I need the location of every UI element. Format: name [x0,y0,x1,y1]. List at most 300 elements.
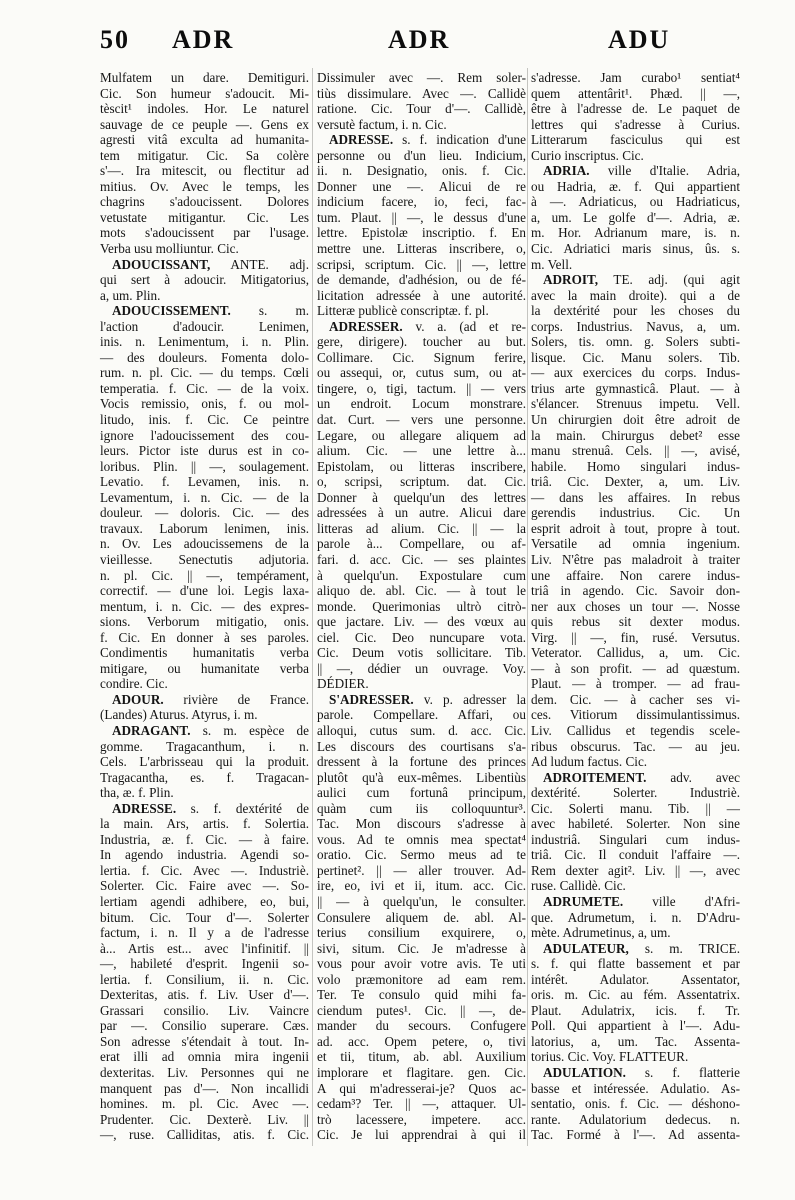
line-text: vous. Ad te omnis mea spectat⁴ [317,831,526,847]
line-text: Tragacantha, es. f. Tragacan- [100,769,309,785]
line-text: sentatio, onis. f. Cic. — déshono- [531,1096,740,1112]
text-line [317,288,526,304]
text-line [100,801,309,817]
text-line [531,847,740,863]
text-line [317,1065,526,1081]
text-line [317,1127,526,1143]
text-line [317,910,526,926]
text-line [531,459,740,475]
text-line [531,894,740,910]
text-line [100,552,309,568]
line-text: Ter. Te consulo quid mihi fa- [317,987,526,1003]
line-text: mentum, i. n. Cic. — des expres- [100,598,309,614]
line-text: (Landes) Aturus. Atyrus, i. m. [100,707,258,723]
text-line [531,396,740,412]
line-text: licitation adressée à une autorité. [317,287,526,303]
text-line [100,257,309,273]
text-line [317,303,526,319]
line-text: ADOUCISSANT, ANTE. adj. [112,256,309,272]
line-text: litteras ad alium. Cic. || — la [317,520,526,536]
line-text: tha, æ. f. Plin. [100,785,174,801]
text-line [531,194,740,210]
text-line [531,381,740,397]
text-line [100,661,309,677]
line-text: à —. Adriaticus, ou Hadriaticus, [531,194,740,210]
text-line [531,536,740,552]
line-text: Rem dexter agit². Liv. || —, avec [531,862,740,878]
page-number: 50 [100,25,130,54]
text-line [531,179,740,195]
column-divider [312,68,313,1146]
line-text: Condimentis humanitatis verba [100,645,309,661]
line-text: intérêt. Adulator. Assentator, [531,971,740,987]
text-line [317,739,526,755]
line-text: parole à... Compellare, ou af- [317,536,526,552]
line-text: Solerter. Cic. Faire avec —. So- [100,878,309,894]
text-line [317,428,526,444]
line-text: lertiam agendi adhibere, eo, bui, [100,893,309,909]
line-text: Litterarum fasciculus qui est [531,132,740,148]
line-text: —, habileté d'esprit. Ingenii so- [100,956,309,972]
column-left [100,70,309,1143]
line-text: oris. m. Cic. au fém. Assentatrix. [531,987,740,1003]
text-line [100,350,309,366]
line-text: m. Hor. Adrianum mare, is. n. [531,225,740,241]
line-text: Mulfatem un dare. Demitiguri. [100,70,309,85]
line-text: Epistolam, ou litteras inscribere, [317,458,526,474]
text-line [100,1065,309,1081]
text-line [100,785,309,801]
line-text: Ad ludum factus. Cic. [531,754,648,770]
line-text: litudo, inis. f. Cic. Ce peintre [100,412,309,428]
line-text: Solers, tis. omn. g. Solers subti- [531,334,740,350]
text-line [100,490,309,506]
line-text: ire, eo, ivi et ii, itum. acc. Cic. [317,878,526,894]
line-text: DÉDIER. [317,676,369,692]
line-text: pertinet². || — aller trouver. Ad- [317,862,526,878]
text-line [100,428,309,444]
text-line [100,723,309,739]
line-text: Poll. Qui appartient à l'—. Adu- [531,1018,740,1034]
text-line [317,847,526,863]
text-line [531,676,740,692]
text-line [531,350,740,366]
line-text: Levamentum, i. n. Cic. — de la [100,489,309,505]
line-text: lertia. f. Cic. Avec —. Industriè. [100,862,309,878]
text-line [317,272,526,288]
text-line [100,319,309,335]
line-text: Vocis remissio, onis, f. ou mol- [100,396,309,412]
text-line [317,1003,526,1019]
line-text: — à son profit. — ad quæstum. [531,660,740,676]
line-text: ADRAGANT. s. m. espèce de [112,722,309,738]
text-line [531,1018,740,1034]
text-line [531,723,740,739]
text-line [317,630,526,646]
text-line [317,101,526,117]
text-line [531,739,740,755]
line-text: — aux exercices du corps. Indus- [531,365,740,381]
text-line [317,225,526,241]
text-line [531,801,740,817]
line-text: sauvage de ce peuple —. Gens ex [100,116,309,132]
text-line [317,365,526,381]
text-line [100,1096,309,1112]
line-text: de demande, d'adhésion, ou de fé- [317,272,526,288]
text-line [317,723,526,739]
text-line [317,941,526,957]
text-line [100,676,309,692]
text-line [317,878,526,894]
line-text: S'ADRESSER. v. p. adresser la [329,691,526,707]
line-text: ignore l'adoucissement des cou- [100,427,309,443]
line-text: ADULATION. s. f. flatterie [543,1065,740,1080]
text-line [317,770,526,786]
line-text: n. pl. Cic. || —, tempérament, [100,567,309,583]
text-line [100,692,309,708]
text-line [100,956,309,972]
text-line [531,941,740,957]
line-text: Cels. L'arbrisseau qui la produit. [100,754,309,770]
line-text: f. Cic. En donner à ses paroles. [100,629,309,645]
line-text: tum. Plaut. || —, le dessus d'une [317,209,526,225]
text-line [531,257,740,273]
line-text: Donner une —. Alicui de re [317,178,526,194]
column-divider [527,68,528,1146]
line-text: la main. Chirurgus debet² esse [531,427,740,443]
text-line [100,614,309,630]
line-text: gere, dirigere). toucher au but. [317,334,526,350]
text-line [531,117,740,133]
text-line [531,334,740,350]
line-text: quàm cum iis colloquuntur³. [317,800,526,816]
line-text: vieillesse. Senectutis adjutoria. [100,551,309,567]
line-text: être à l'adresse de. Le paquet de [531,101,740,117]
line-text: ADOUR. rivière de France. [112,691,309,707]
line-text: Prudenter. Cic. Dexterè. Liv. || [100,1111,309,1127]
line-text: à... Artis est... avec l'infinitif. || [100,940,309,956]
line-text: Plaut. — à tromper. — ad frau- [531,676,740,692]
line-text: ad. acc. Opem petere, o, tivi [317,1033,526,1049]
text-line [317,521,526,537]
line-text: Tac. Mon discours s'adresse à [317,816,526,832]
text-line [531,521,740,537]
text-line [317,614,526,630]
line-text: dextérité. Solerter. Industriè. [531,785,740,801]
text-line [100,132,309,148]
text-line [317,459,526,475]
text-line [531,925,740,941]
text-line [531,1127,740,1143]
text-line [531,148,740,164]
line-text: corps. Industrius. Navus, a, um. [531,318,740,334]
text-line [317,754,526,770]
line-text: m. Vell. [531,256,573,272]
text-line [100,272,309,288]
line-text: lertia. f. Consilium, ii. n. Cic. [100,971,309,987]
text-line [531,552,740,568]
text-line [531,770,740,786]
line-text: ii. n. Designatio, onis. f. Cic. [317,163,526,179]
line-text: s'adresse. Jam curabo¹ sentiat⁴ [531,70,740,85]
line-text: parole. Compellare. Affari, ou [317,707,526,723]
text-line [317,257,526,273]
line-text: bitum. Cic. Tour d'—. Solerter [100,909,309,925]
line-text: monde. Querimonias ultrò citrò- [317,598,526,614]
text-line [531,832,740,848]
line-text: personne ou d'un lieu. Indicium, [317,147,526,163]
text-line [317,552,526,568]
text-line [531,319,740,335]
line-text: dressent à la fortune des princes [317,754,526,770]
text-line [100,770,309,786]
line-text: travaux. Laborum lenimen, inis. [100,520,309,536]
text-line [317,334,526,350]
text-line [100,568,309,584]
text-line [100,894,309,910]
text-line [317,443,526,459]
line-text: Levatio. f. Levamen, inis. n. [100,474,309,490]
text-line [317,490,526,506]
text-line [531,645,740,661]
line-text: torius. Cic. Voy. FLATTEUR. [531,1049,689,1065]
line-text: Litteræ publicè conscriptæ. f. pl. [317,303,489,319]
line-text: Industria, æ. f. Cic. — à faire. [100,831,309,847]
line-text: quem attentârit¹. Phæd. || —, [531,85,740,101]
text-line [100,148,309,164]
line-text: ratione. Cic. Tour d'—. Callidè, [317,101,526,117]
text-line [531,614,740,630]
line-text: Liv. Callidus et tegendis scele- [531,722,740,738]
text-line [317,692,526,708]
text-line [100,1049,309,1065]
line-text: temperatia. f. Cic. — de la voix. [100,380,309,396]
text-line [100,241,309,257]
text-line [100,863,309,879]
text-line [317,676,526,692]
text-line [100,443,309,459]
running-head-right: ADU [608,25,671,54]
text-line [100,179,309,195]
line-text: que jactare. Liv. — des vœux au [317,614,526,630]
column-middle [317,70,526,1143]
text-line [100,1112,309,1128]
text-line [531,505,740,521]
line-text: vetustate mitigantur. Cic. Les [100,209,309,225]
text-line [531,132,740,148]
text-line [317,956,526,972]
text-line [317,350,526,366]
text-line [317,319,526,335]
text-line [531,303,740,319]
line-text: que. Adrumetum, i. n. D'Adru- [531,909,740,925]
line-text: ou Hadria, æ. f. Qui appartient [531,178,740,194]
line-text: ces. Vitiorum dissimulantissimus. [531,707,740,723]
text-line [531,878,740,894]
text-line [100,70,309,86]
line-text: In agendo industria. Agendi so- [100,847,309,863]
line-text: indicium facere, io, feci, fac- [317,194,526,210]
line-text: aliquo de. abl. Cic. — à tout le [317,583,526,599]
text-line [100,381,309,397]
line-text: — des douleurs. Fomenta dolo- [100,349,309,365]
line-text: alloqui, cutus sum. d. acc. Cic. [317,722,526,738]
text-line [317,816,526,832]
line-text: || —, dédier un ouvrage. Voy. [317,660,526,676]
text-line [317,132,526,148]
text-line [100,117,309,133]
line-text: versutè factum, i. n. Cic. [317,116,447,132]
line-text: o, scripsi, scriptum. dat. Cic. [317,474,526,490]
line-text: habile. Homo singulari indus- [531,458,740,474]
text-line [100,396,309,412]
line-text: leurs. Pictor iste durus est in co- [100,443,309,459]
line-text: Dissimuler avec —. Rem soler- [317,70,526,85]
line-text: un endroit. Locum monstrare. [317,396,526,412]
text-line [531,661,740,677]
line-text: tiùs dissimulare. Avec —. Callidè [317,85,526,101]
text-line [100,101,309,117]
line-text: homines. m. pl. Cic. Avec —. [100,1096,309,1112]
line-text: ADOUCISSEMENT. s. m. [112,303,309,319]
line-text: ADRIA. ville d'Italie. Adria, [543,163,740,179]
line-text: mots s'adoucissent par l'usage. [100,225,309,241]
text-line [100,412,309,428]
text-line [100,86,309,102]
text-line [100,910,309,926]
text-line [531,70,740,86]
line-text: Donner à quelqu'un des lettres [317,489,526,505]
line-text: correctif. — d'une loi. Legis laxa- [100,583,309,599]
line-text: Plaut. Adulatrix, icis. f. Tr. [531,1002,740,1018]
running-head-center: ADR [388,25,451,54]
running-head-left: ADR [172,25,235,54]
line-text: mitius. Ov. Avec le temps, les [100,178,309,194]
line-text: esprit adroit à tout, propre à tout. [531,520,740,536]
line-text: manu strenuâ. Cels. || —, avisé, [531,443,740,459]
line-text: Dexteritas, atis. f. Liv. User d'—. [100,987,309,1003]
line-text: Liv. N'être pas maladroit à traiter [531,551,740,567]
line-text: avec habileté. Solerter. Non sine [531,816,740,832]
line-text: lettres qui s'adresse à Curius. [531,116,740,132]
text-line [531,568,740,584]
text-line [317,1112,526,1128]
text-line [531,272,740,288]
line-text: —, ruse. Calliditas, atis. f. Cic. [100,1127,309,1143]
text-line [100,505,309,521]
text-line [100,194,309,210]
text-line [100,599,309,615]
text-line [317,645,526,661]
text-line [100,459,309,475]
line-text: avec la main droite). qui a de [531,287,740,303]
text-line [317,505,526,521]
line-text: mitigare, ou humanitate verba [100,660,309,676]
text-line [317,568,526,584]
text-line [531,490,740,506]
line-text: Tac. Formé à l'—. Ad assenta- [531,1127,740,1143]
line-text: aulici cum fortunâ principum, [317,785,526,801]
line-text: agresti vitâ exculta ad humanita- [100,132,309,148]
text-line [100,1127,309,1143]
text-line [317,1018,526,1034]
line-text: volo præmonitore ad eam rem. [317,971,526,987]
text-line [317,1081,526,1097]
line-text: gomme. Tragacanthum, i. n. [100,738,309,754]
text-line [317,210,526,226]
line-text: douleur. — doloris. Cic. — des [100,505,309,521]
line-text: a, um. Le golfe d'—. Adria, æ. [531,209,740,225]
line-text: ADRESSER. v. a. (ad et re- [329,318,526,334]
line-text: dat. Curt. — vers une personne. [317,412,526,428]
line-text: ner aux choses un tour —. Nosse [531,598,740,614]
text-line [100,1081,309,1097]
text-line [100,925,309,941]
text-line [317,163,526,179]
text-line [531,863,740,879]
line-text: quis rebus sit dexter modus. [531,614,740,630]
text-line [100,365,309,381]
text-line [100,645,309,661]
text-line [100,847,309,863]
line-text: mettre une. Litteras inscribere, o, [317,241,526,257]
text-line [531,816,740,832]
line-text: a, um. Plin. [100,287,161,303]
line-text: rante. Adulatorium dedecus. n. [531,1111,740,1127]
line-text: chagrins s'adoucissent. Dolores [100,194,309,210]
line-text: tingere, o, tigi, tactum. || — vers [317,380,526,396]
text-line [317,863,526,879]
text-line [317,894,526,910]
line-text: dexteritas. Liv. Personnes qui ne [100,1065,309,1080]
line-text: latorius, a, um. Tac. Assenta- [531,1033,740,1049]
text-line [531,443,740,459]
line-text: mète. Adrumetinus, a, um. [531,925,671,941]
text-line [531,101,740,117]
line-text: condire. Cic. [100,676,168,692]
text-line [531,288,740,304]
line-text: à quelqu'un. Expostulare cum [317,567,526,583]
text-line [531,241,740,257]
text-line [317,832,526,848]
line-text: Legare, ou allegare aliquem ad [317,427,526,443]
text-line [317,707,526,723]
line-text: lisque. Cic. Manu solers. Tib. [531,349,740,365]
text-line [317,583,526,599]
text-line [531,163,740,179]
line-text: Veterator. Callidus, a, um. Cic. [531,645,740,661]
line-text: triâ. Cic. Il conduit l'affaire —. [531,847,740,863]
text-line [100,987,309,1003]
line-text: trius arte gymnasticâ. Plaut. — à [531,380,740,396]
line-text: implorare et flagitare. gen. Cic. [317,1065,526,1080]
line-text: fari. d. acc. Cic. — ses plaintes [317,551,526,567]
line-text: tèscit¹ indoles. Hor. Le naturel [100,101,309,117]
text-line [317,474,526,490]
text-line [317,241,526,257]
text-line [531,365,740,381]
line-text: trò lacessere, impetere. acc. [317,1111,526,1127]
text-line [100,474,309,490]
text-line [531,1081,740,1097]
line-text: ou assequi, or, cutus sum, ou at- [317,365,526,381]
text-line [531,1034,740,1050]
line-text: loribus. Plin. || —, soulagement. [100,458,309,474]
line-text: factum, i. n. Il y a de l'adresse [100,925,309,941]
text-line [317,86,526,102]
line-text: dem. Cic. — à cacher ses vi- [531,691,740,707]
text-line [317,801,526,817]
